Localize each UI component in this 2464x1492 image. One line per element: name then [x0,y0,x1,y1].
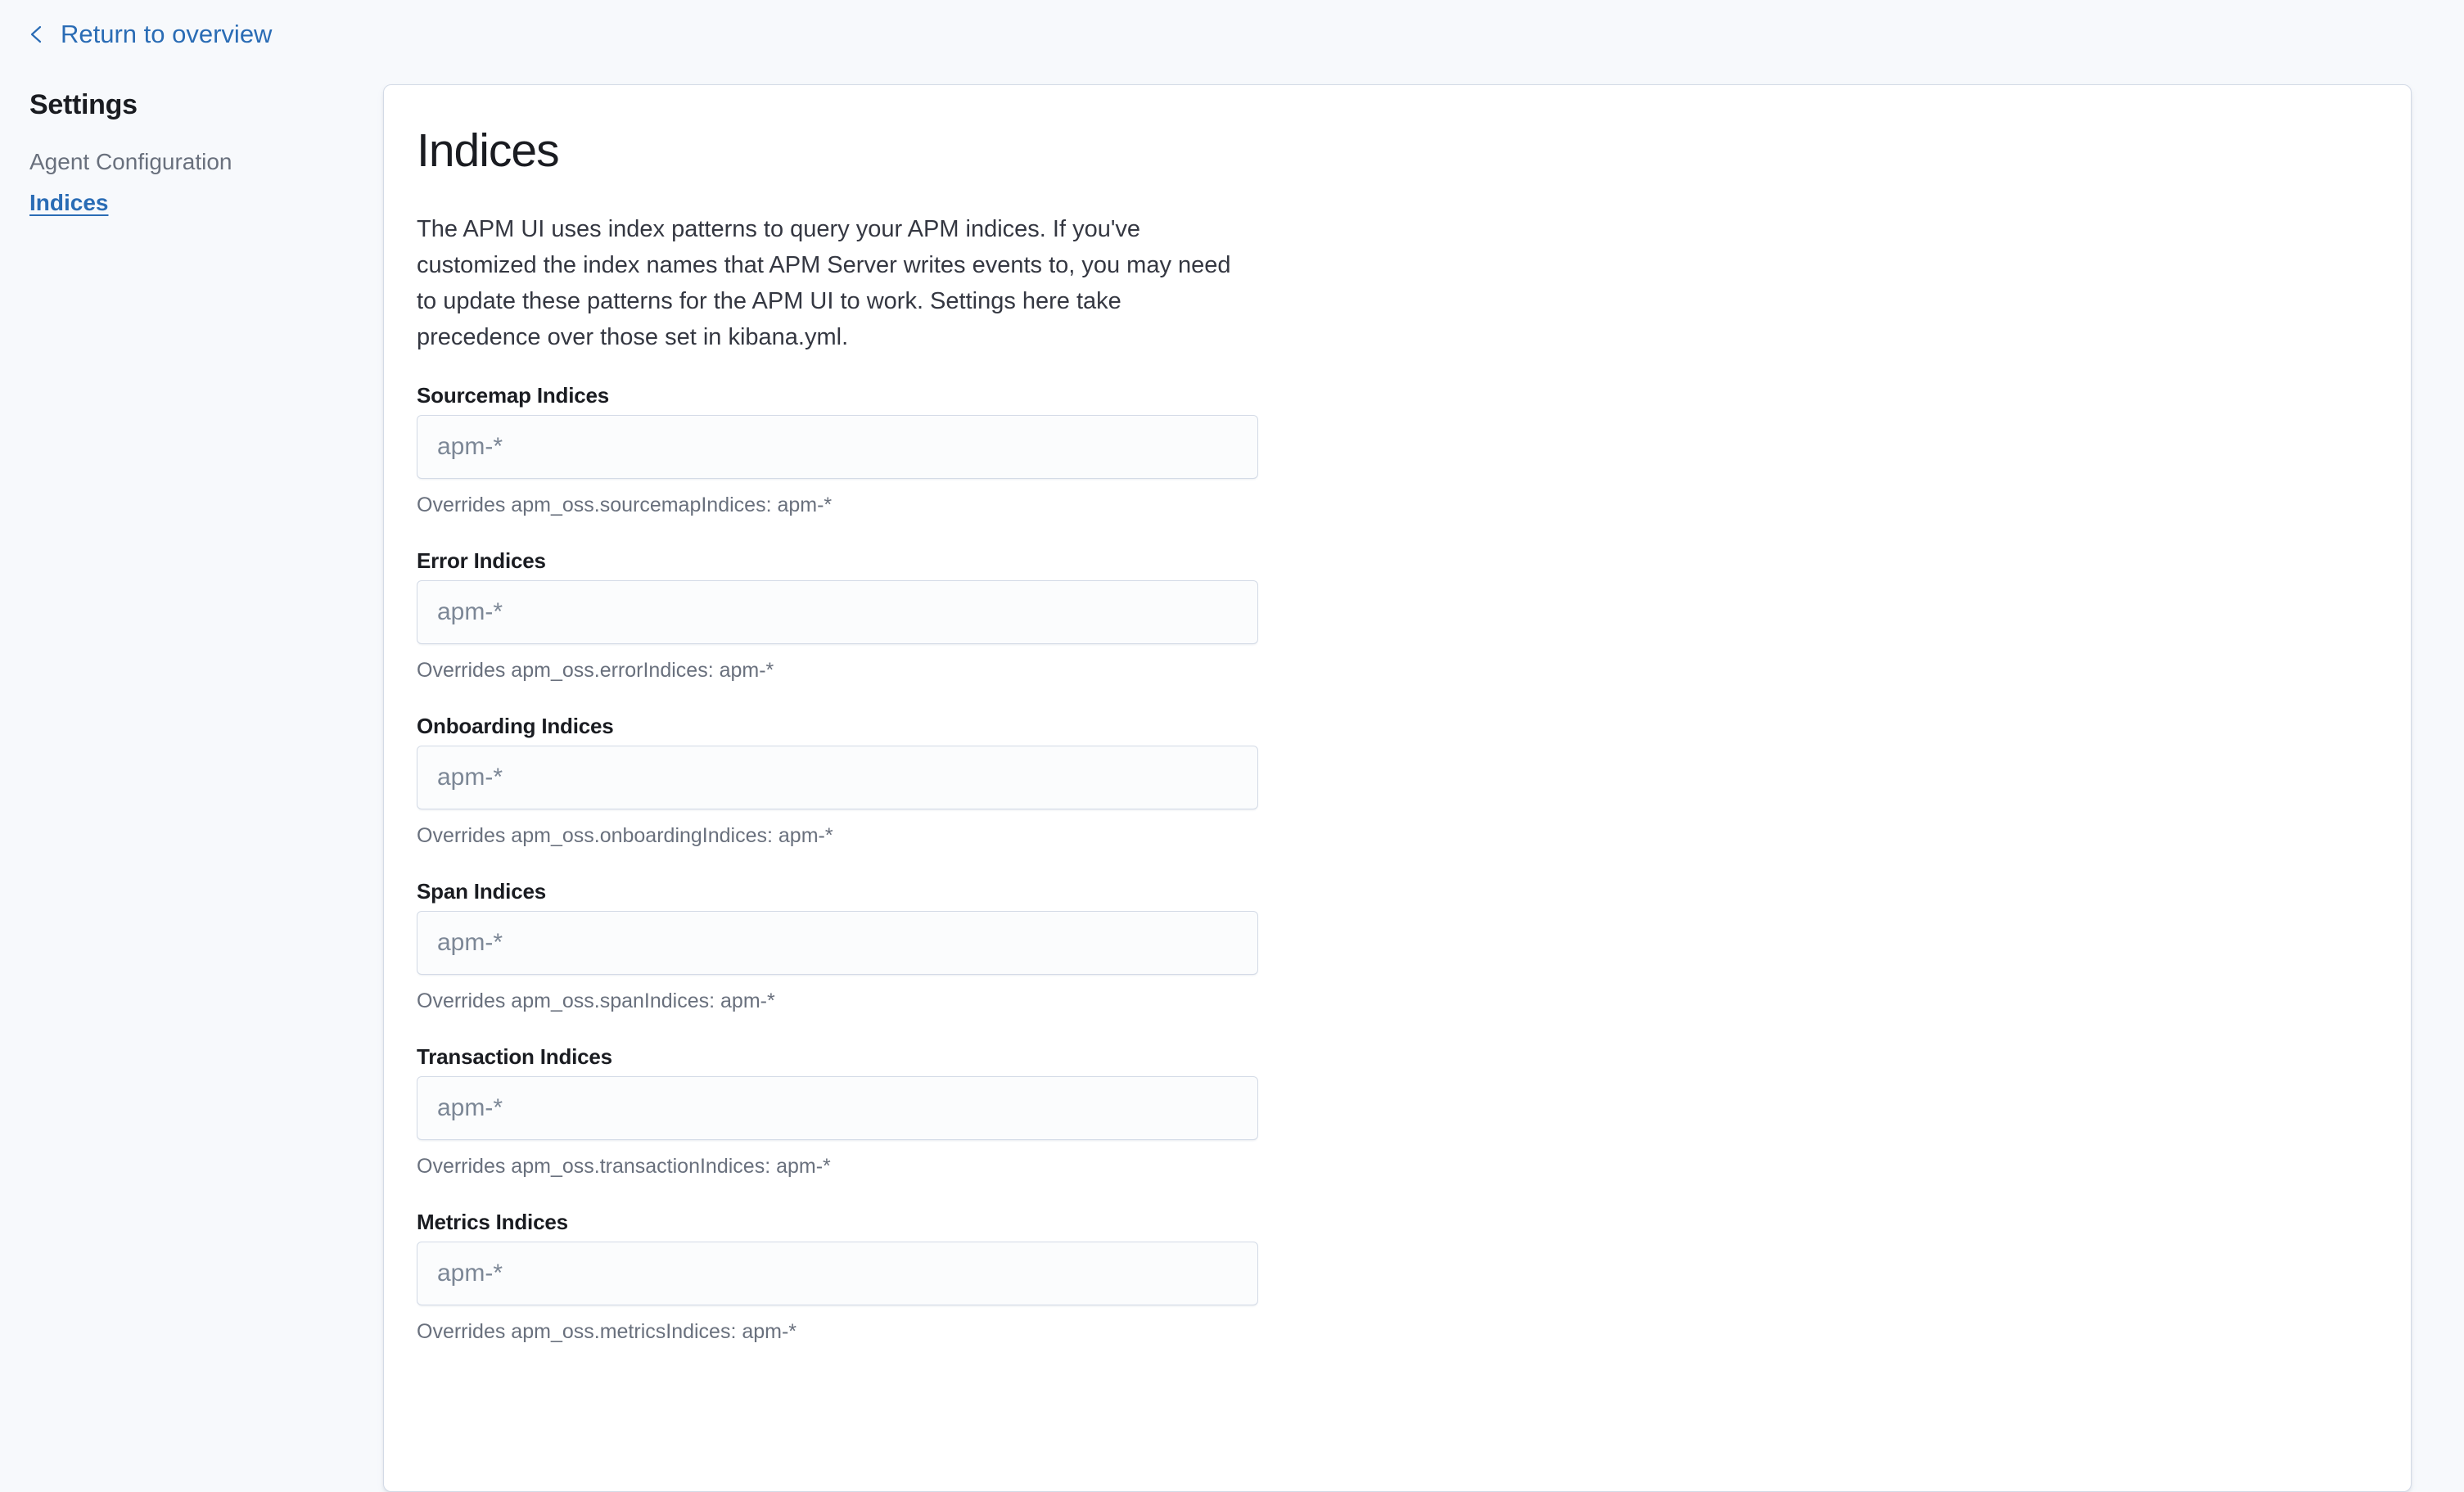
transaction-indices-label: Transaction Indices [417,1044,612,1069]
page-title: Indices [417,124,559,177]
sidebar-item-agent-configuration[interactable]: Agent Configuration [29,149,232,174]
metrics-indices-help: Overrides apm_oss.metricsIndices: apm-* [417,1320,797,1343]
sourcemap-indices-input[interactable] [417,415,1258,479]
error-indices-input[interactable] [417,580,1258,644]
transaction-indices-help: Overrides apm_oss.transactionIndices: apm-* [417,1155,831,1178]
error-indices-label: Error Indices [417,548,546,573]
span-indices-help: Overrides apm_oss.spanIndices: apm-* [417,989,775,1012]
metrics-indices-label: Metrics Indices [417,1210,568,1234]
transaction-indices-field [417,1043,2378,1179]
span-indices-input[interactable] [417,911,1258,975]
return-to-overview-link[interactable] [25,16,272,52]
settings-sidebar [29,87,357,228]
indices-description: The APM UI uses index patterns to query your APM indices. If you've customized the index names that APM Server writes events to, you may need to update these patterns for the APM UI to work. Settings here take precedence over those set in kibana.yml. [417,216,1231,350]
metrics-indices-field [417,1209,2378,1345]
transaction-indices-input[interactable] [417,1076,1258,1140]
sourcemap-indices-label: Sourcemap Indices [417,383,610,408]
indices-settings-panel [383,84,2412,1492]
onboarding-indices-field [417,713,2378,849]
chevron-left-icon [25,22,49,47]
sidebar-item-indices[interactable]: Indices [29,190,109,215]
metrics-indices-input[interactable] [417,1242,1258,1305]
span-indices-field [417,878,2378,1014]
sidebar-nav [29,146,357,219]
onboarding-indices-help: Overrides apm_oss.onboardingIndices: apm-* [417,824,833,847]
span-indices-label: Span Indices [417,879,546,904]
onboarding-indices-label: Onboarding Indices [417,714,614,738]
sourcemap-indices-help: Overrides apm_oss.sourcemapIndices: apm-* [417,494,833,516]
error-indices-help: Overrides apm_oss.errorIndices: apm-* [417,659,774,682]
sidebar-title: Settings [29,89,138,120]
error-indices-field [417,548,2378,683]
onboarding-indices-input[interactable] [417,746,1258,809]
return-to-overview-label: Return to overview [61,20,273,48]
sourcemap-indices-field [417,382,2378,518]
